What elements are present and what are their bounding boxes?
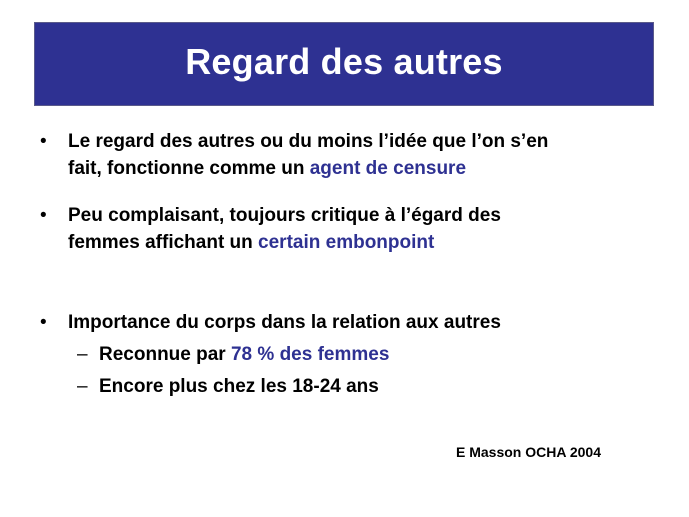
highlight-text: 78 % des femmes xyxy=(230,344,390,365)
subbullet-prefix: Encore plus chez les 18-24 ans xyxy=(99,376,379,397)
subbullet-text xyxy=(99,373,379,400)
dash-marker: – xyxy=(77,344,88,365)
bullet-text xyxy=(68,128,668,182)
subbullet-prefix: Reconnue par xyxy=(99,344,231,365)
bullet-line: Peu complaisant, toujours critique à l’égard des xyxy=(68,205,501,226)
bullet-text xyxy=(68,309,668,336)
source-citation: E Masson OCHA 2004 xyxy=(456,444,601,460)
bullet-marker: • xyxy=(40,205,47,226)
highlight-text: agent de censure xyxy=(309,158,467,179)
bullet-marker: • xyxy=(40,131,47,152)
dash-marker: – xyxy=(77,376,88,397)
bullet-text xyxy=(68,202,668,256)
bullet-line: fait, fonctionne comme un xyxy=(68,158,310,179)
bullet-line: femmes affichant un xyxy=(68,232,259,253)
subbullet-text xyxy=(99,341,389,368)
bullet-line: Importance du corps dans la relation aux autres xyxy=(68,312,501,333)
bullet-line: Le regard des autres ou du moins l’idée que l’on s’en xyxy=(68,131,549,152)
highlight-text: certain embonpoint xyxy=(258,232,435,253)
bullet-marker: • xyxy=(40,312,47,333)
slide-title: Regard des autres xyxy=(185,41,503,82)
title-banner xyxy=(34,22,654,106)
